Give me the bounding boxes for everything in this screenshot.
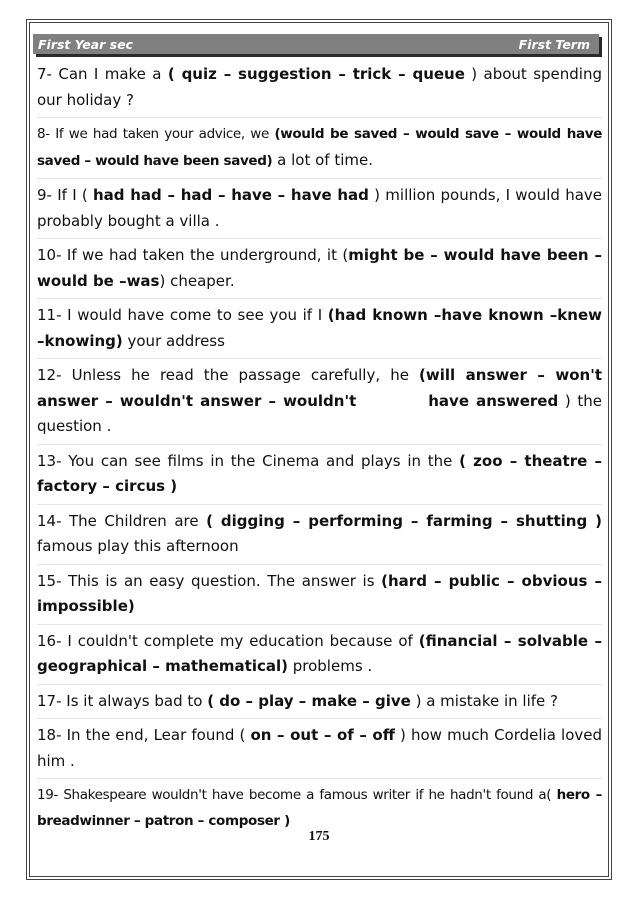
question-text-end: problems . bbox=[287, 657, 373, 675]
question-choices: ( zoo – theatre – factory – circus ) bbox=[37, 451, 602, 495]
question-16 bbox=[37, 629, 602, 680]
question-text: 13- You can see films in the Cinema and plays in the bbox=[37, 451, 460, 470]
divider bbox=[37, 298, 602, 299]
question-15 bbox=[37, 569, 602, 620]
divider bbox=[37, 504, 602, 505]
question-text: 7- Can I make a bbox=[37, 65, 168, 83]
question-choices: (financial – solvable – geographical – mathematical) bbox=[37, 631, 602, 675]
divider bbox=[37, 358, 602, 359]
question-14 bbox=[37, 509, 602, 560]
question-text: 12- Unless he read the passage carefully, he bbox=[37, 366, 420, 384]
question-choices: ( digging – performing – farming – shutting ) bbox=[206, 511, 602, 530]
page-number: 175 bbox=[308, 829, 330, 844]
header-term: First Term bbox=[518, 36, 590, 52]
question-7 bbox=[37, 62, 602, 113]
question-text-end: ) how much Cordelia loved him . bbox=[37, 726, 602, 770]
question-choices: ( do – play – make – give bbox=[207, 691, 411, 710]
question-choices: (hard – public – obvious – impossible) bbox=[37, 571, 602, 615]
question-choices: had had – had – have – have had bbox=[93, 186, 369, 204]
question-choices: ( quiz – suggestion – trick – queue bbox=[167, 65, 465, 83]
question-text: 18- In the end, Lear found ( bbox=[37, 726, 251, 744]
question-text-end: ) about spending our holiday ? bbox=[37, 65, 602, 109]
question-19 bbox=[37, 783, 602, 834]
divider bbox=[37, 778, 602, 779]
header-year: First Year sec bbox=[38, 36, 133, 52]
questions-list bbox=[37, 62, 602, 834]
divider bbox=[37, 238, 602, 239]
question-choices: hero – breadwinner – patron – composer ) bbox=[37, 787, 602, 829]
question-12 bbox=[37, 363, 602, 440]
question-text: 14- The Children are bbox=[37, 511, 207, 530]
divider bbox=[37, 684, 602, 685]
question-text-end: ) cheaper. bbox=[159, 271, 235, 290]
question-text-end: ) a mistake in life ? bbox=[410, 691, 558, 710]
question-9 bbox=[37, 183, 602, 234]
divider bbox=[37, 444, 602, 445]
question-choices: on – out – of – off bbox=[250, 726, 395, 744]
divider bbox=[37, 564, 602, 565]
question-choices: (will answer – won't answer – wouldn't answer – wouldn't bbox=[37, 366, 602, 410]
question-17 bbox=[37, 689, 602, 715]
question-text: 8- If we had taken your advice, we bbox=[37, 126, 275, 142]
question-text: 16- I couldn't complete my education because of bbox=[37, 631, 419, 650]
question-18 bbox=[37, 723, 602, 774]
divider bbox=[37, 117, 602, 118]
question-text-end: a lot of time. bbox=[272, 150, 373, 169]
page-header bbox=[33, 34, 599, 54]
question-13 bbox=[37, 449, 602, 500]
question-text-end: famous play this afternoon bbox=[37, 537, 239, 555]
question-8 bbox=[37, 122, 602, 174]
question-choices-end: have answered bbox=[428, 391, 559, 410]
question-text: 19- Shakespeare wouldn't have become a famous writer if he hadn't found a( bbox=[37, 787, 557, 803]
question-text: 9- If I ( bbox=[37, 186, 93, 204]
question-text-end: ) the question . bbox=[37, 391, 603, 435]
question-text: 15- This is an easy question. The answer is bbox=[37, 571, 382, 590]
question-choices: (had known –have known –knew –knowing) bbox=[37, 306, 602, 350]
question-text-end: ) million pounds, I would have probably bought a villa . bbox=[37, 186, 602, 230]
question-choices: might be – would have been – would be –was bbox=[37, 246, 602, 290]
divider bbox=[37, 718, 602, 719]
question-text-end: your address bbox=[122, 331, 225, 350]
question-text: 17- Is it always bad to bbox=[37, 691, 208, 710]
question-text: 11- I would have come to see you if I bbox=[37, 306, 328, 324]
question-text: 10- If we had taken the underground, it ( bbox=[37, 246, 349, 264]
question-10 bbox=[37, 243, 602, 294]
divider bbox=[37, 178, 602, 179]
question-11 bbox=[37, 303, 602, 354]
divider bbox=[37, 624, 602, 625]
question-choices: (would be saved – would save – would have saved – would have been saved) bbox=[37, 126, 603, 169]
